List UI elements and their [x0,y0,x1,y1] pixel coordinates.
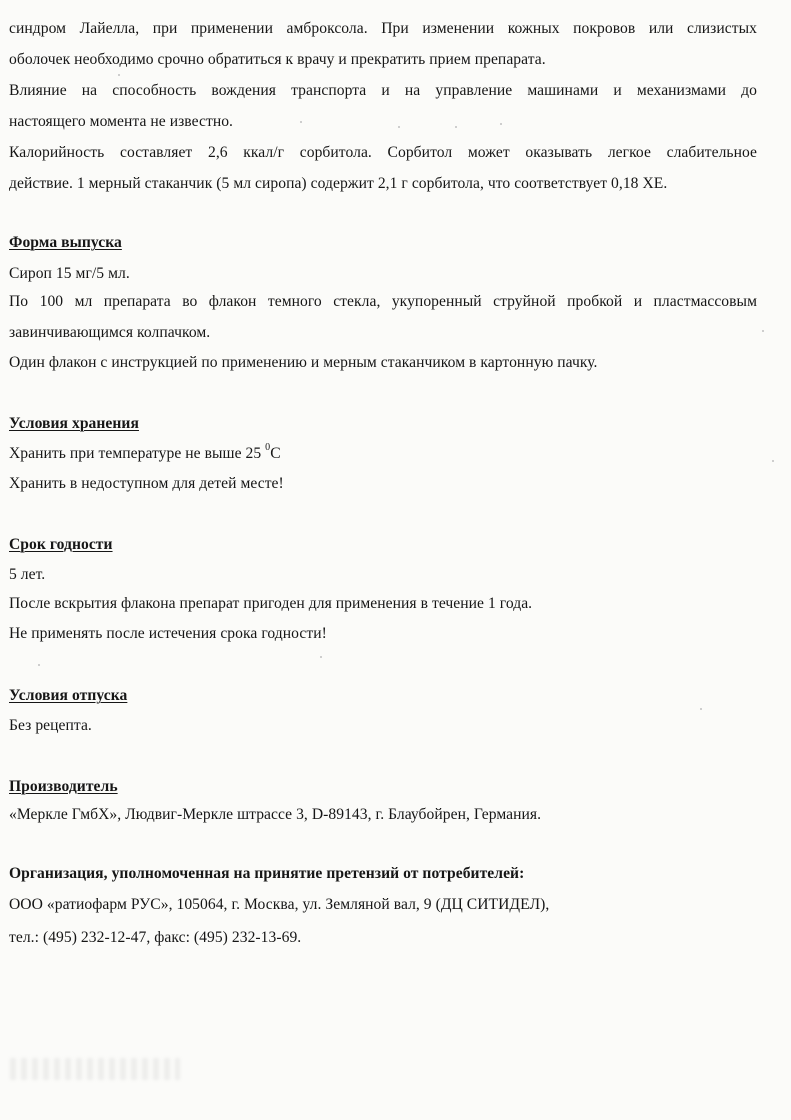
scan-speck [320,656,322,658]
scan-speck [772,460,774,462]
release-form-line-2: По 100 мл препарата во флакон темного стекла, укупоренный струйной пробкой и пластмассовым [9,293,757,310]
intro-line-2: оболочек необходимо срочно обратиться к врачу и прекратить прием препарата. [9,51,546,68]
scan-speck [700,708,702,710]
scan-speck [38,664,40,666]
manufacturer-line: «Меркле ГмбХ», Людвиг-Меркле штрассе 3, D-89143, г. Блаубойрен, Германия. [9,806,542,823]
intro-line-1: синдром Лайелла, при применении амброксола. При изменении кожных покровов или слизистых [9,20,757,37]
shelf-life-line-1: 5 лет. [9,566,46,583]
storage-temperature-unit: С [270,445,281,462]
dispensing-line: Без рецепта. [9,717,92,734]
storage-heading: Условия хранения [9,415,139,432]
shelf-life-line-2: После вскрытия флакона препарат пригоден для применения в течение 1 года. [9,595,533,612]
scan-speck [500,123,502,125]
storage-temperature [9,441,281,464]
claims-org-heading: Организация, уполномоченная на принятие претензий от потребителей: [9,865,525,882]
claims-org-line-1: ООО «ратиофарм РУС», 105064, г. Москва, ул. Земляной вал, 9 (ДЦ СИТИДЕЛ), [9,896,550,913]
faint-bleed-through [10,1058,180,1080]
release-form-line-3: завинчивающимся колпачком. [9,324,211,341]
release-form-line-1: Сироп 15 мг/5 мл. [9,265,130,282]
dispensing-heading: Условия отпуска [9,687,128,704]
intro-line-4: настоящего момента не известно. [9,113,234,130]
manufacturer-heading: Производитель [9,778,118,795]
shelf-life-line-3: Не применять после истечения срока годности! [9,625,327,642]
scan-speck [455,126,457,128]
intro-line-3: Влияние на способность вождения транспорта и на управление машинами и механизмами до [9,82,757,99]
intro-line-6: действие. 1 мерный стаканчик (5 мл сиропа) содержит 2,1 г сорбитола, что соответствует 0,18 ХЕ. [9,175,668,192]
storage-temperature-sup: 0 [265,441,271,453]
storage-line-2: Хранить в недоступном для детей месте! [9,475,284,492]
intro-line-5: Калорийность составляет 2,6 ккал/г сорбитола. Сорбитол может оказывать легкое слабительное [9,144,757,161]
shelf-life-heading: Срок годности [9,536,113,553]
scan-speck [118,74,120,76]
claims-org-line-2: тел.: (495) 232-12-47, факс: (495) 232-13-69. [9,929,302,946]
scan-speck [398,126,400,128]
scan-speck [762,330,764,332]
release-form-line-4: Один флакон с инструкцией по применению и мерным стаканчиком в картонную пачку. [9,354,598,371]
scan-speck [300,121,302,123]
storage-temperature-text: Хранить при температуре не выше 25 [9,445,266,462]
release-form-heading: Форма выпуска [9,234,122,251]
